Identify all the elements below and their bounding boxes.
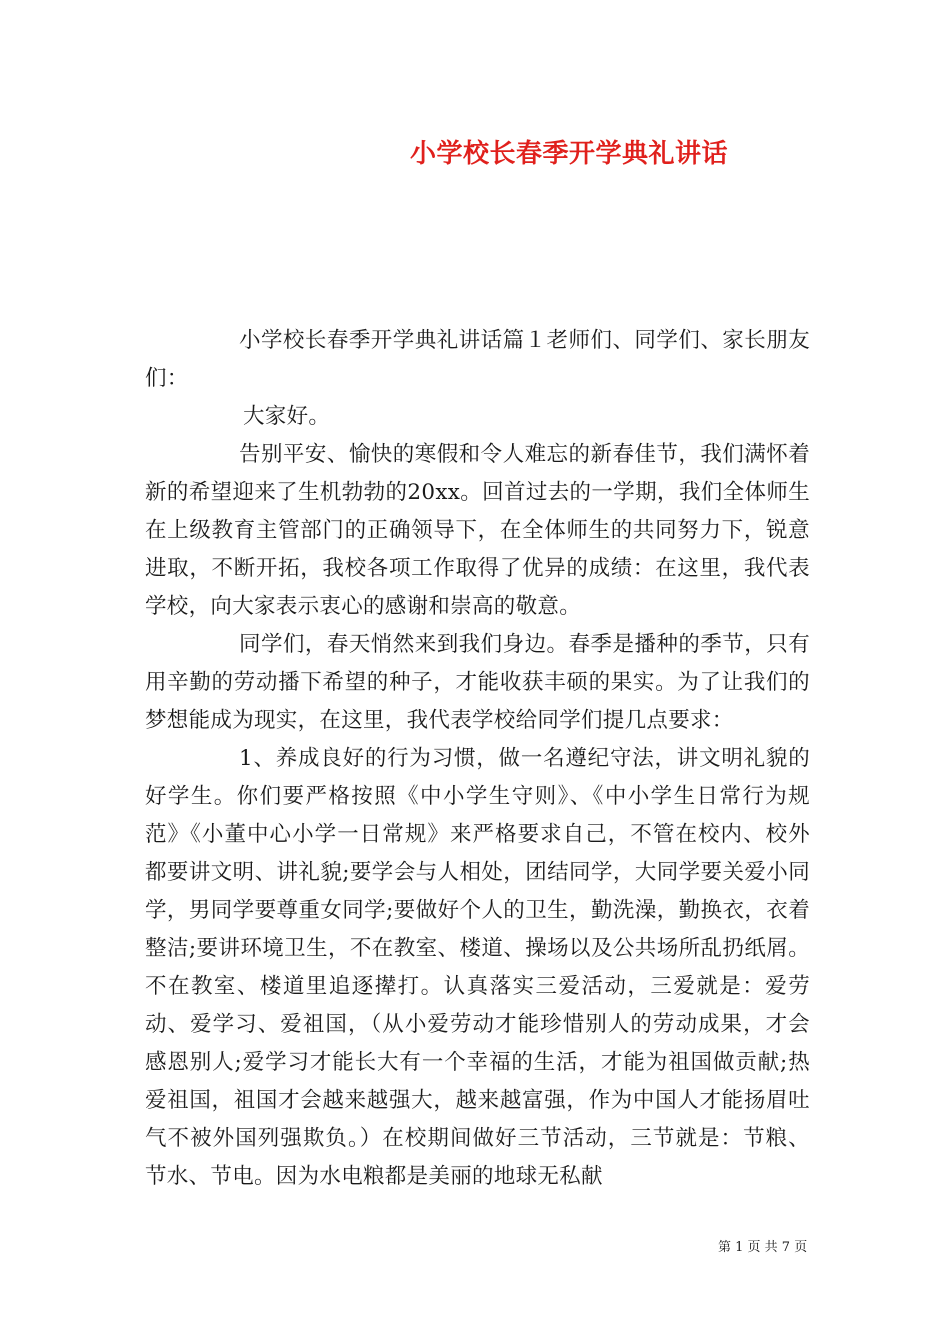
- paragraph-spring: 同学们，春天悄然来到我们身边。春季是播种的季节，只有用辛勤的劳动播下希望的种子，才能收获丰硕的果实。为了让我们的梦想能成为现实，在这里，我代表学校给同学们提几点要求：: [145, 632, 810, 733]
- paragraph-greeting: 大家好。: [243, 404, 331, 429]
- document-title: 小学校长春季开学典礼讲话: [410, 139, 729, 169]
- paragraph-opening: 小学校长春季开学典礼讲话篇１老师们、同学们、家长朋友们：: [145, 328, 810, 391]
- paragraph-review: 告别平安、愉快的寒假和令人难忘的新春佳节，我们满怀着新的希望迎来了生机勃勃的20xx。回首过去的一学期，我们全体师生在上级教育主管部门的正确领导下，在全体师生的共同努力下，锐意进取，不断开拓，我校各项工作取得了优异的成绩：在这里，我代表学校，向大家表示衷心的感谢和崇高的敬意。: [145, 442, 810, 619]
- document-body: [145, 322, 810, 1196]
- paragraph-requirement-1: 1、养成良好的行为习惯，做一名遵纪守法，讲文明礼貌的好学生。你们要严格按照《中小学生守则》、《中小学生日常行为规范》《小董中心小学一日常规》来严格要求自己，不管在校内、校外都要讲文明、讲礼貌;要学会与人相处，团结同学，大同学要关爱小同学，男同学要尊重女同学;要做好个人的卫生，勤洗澡，勤换衣，衣着整洁;要讲环境卫生，不在教室、楼道、操场以及公共场所乱扔纸屑。不在教室、楼道里追逐撵打。认真落实三爱活动，三爱就是：爱劳动、爱学习、爱祖国，（从小爱劳动才能珍惜别人的劳动成果，才会感恩别人;爱学习才能长大有一个幸福的生活，才能为祖国做贡献;热爱祖国，祖国才会越来越强大，越来越富强，作为中国人才能扬眉吐气不被外国列强欺负。）在校期间做好三节活动，三节就是：节粮、节水、节电。因为水电粮都是美丽的地球无私献: [145, 746, 810, 1189]
- page-number: 第 1 页 共 7 页: [718, 1240, 808, 1255]
